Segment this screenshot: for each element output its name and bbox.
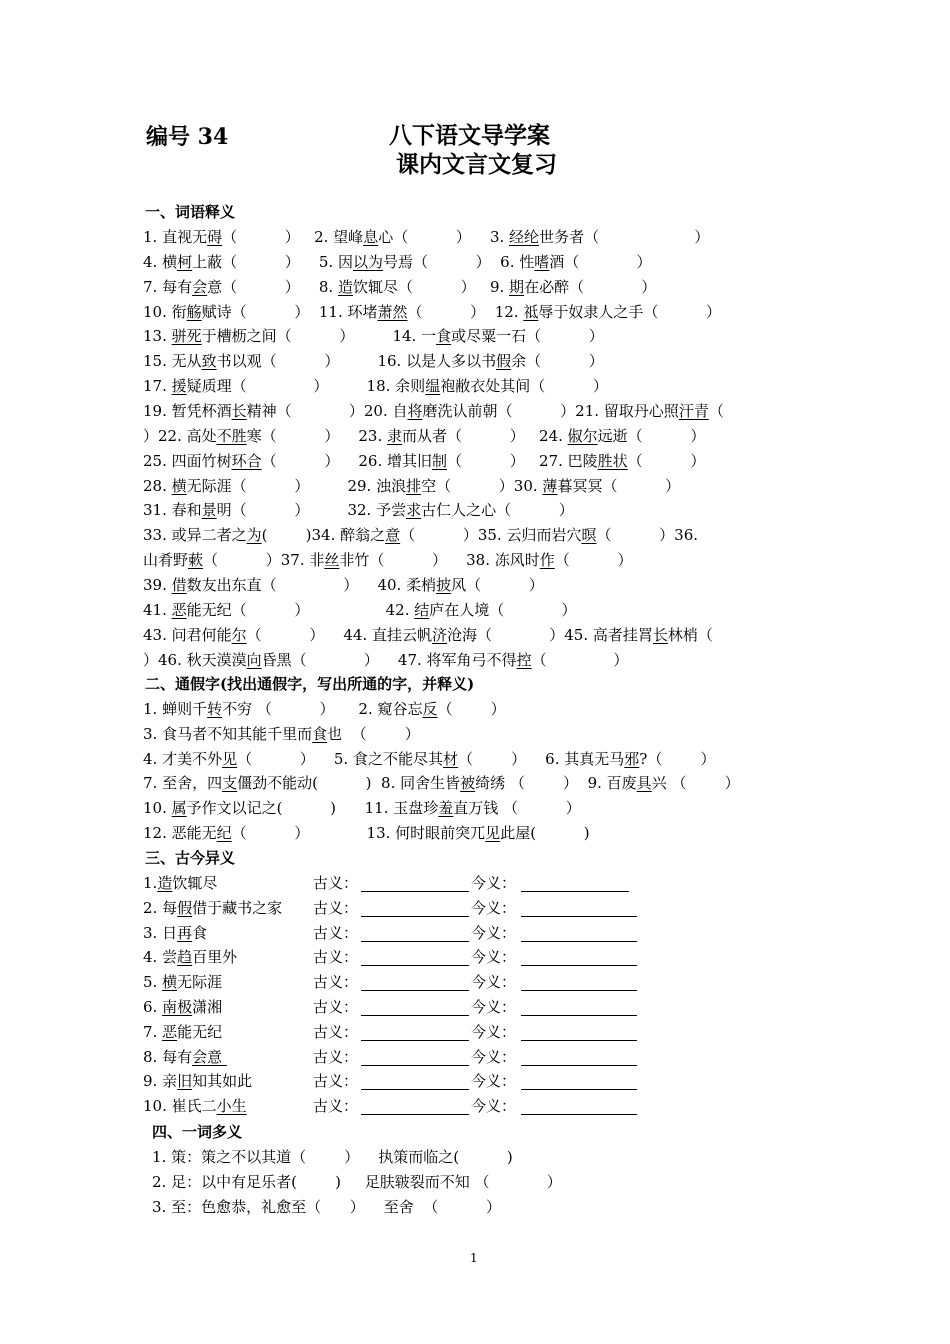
underlined-keyword: 转	[207, 700, 223, 718]
line-text: 数友出东直（ ） 40. 柔梢	[186, 576, 437, 594]
ancient-modern-item	[143, 1023, 222, 1041]
line-text: （ ）	[627, 452, 706, 470]
ancient-meaning-blank[interactable]	[361, 1040, 469, 1041]
interchangeable-line	[143, 799, 581, 817]
word-meaning-line	[143, 576, 544, 594]
word-meaning-line	[143, 526, 698, 544]
line-text: 古仁人之心（ ）	[421, 501, 574, 519]
underlined-keyword: 求	[406, 501, 422, 519]
line-text: 饮辄尽	[172, 874, 218, 892]
underlined-keyword: 济	[432, 626, 448, 644]
ancient-meaning-blank[interactable]	[361, 1065, 469, 1066]
line-text: 5.	[143, 973, 163, 991]
underlined-keyword: 恶	[162, 1023, 178, 1041]
line-text: 借于藏书之家	[192, 899, 283, 917]
line-text: 1. 蝉则千	[143, 700, 208, 718]
line-text: 13.	[143, 327, 172, 345]
line-text: 兴 （ ）	[651, 774, 740, 792]
underlined-keyword: 胜状	[597, 452, 628, 470]
line-text: 2. 足：以中有足乐者( ) 足肤皲裂而不知 （ ）	[152, 1173, 562, 1191]
line-text: 潇湘	[192, 998, 223, 1016]
underlined-keyword: 碍	[207, 228, 223, 246]
line-text: 书以观（ ） 16. 以是人多以书	[216, 352, 497, 370]
underlined-keyword: 见	[485, 824, 501, 842]
line-text: 12. 恶能无	[143, 824, 217, 842]
page-number: 1	[470, 1251, 478, 1265]
ancient-meaning-blank[interactable]	[361, 941, 469, 942]
underlined-keyword: 反	[422, 700, 438, 718]
underlined-keyword: 萧然	[377, 303, 408, 321]
underlined-keyword: 纪	[216, 824, 232, 842]
modern-meaning-blank[interactable]	[521, 891, 629, 892]
line-text: 能无纪（ ） 42.	[186, 601, 415, 619]
modern-meaning-label: 今义：	[471, 1072, 517, 1090]
ancient-modern-item	[143, 948, 237, 966]
underlined-keyword: 环合	[231, 452, 262, 470]
line-text: 空（ ）30.	[421, 477, 543, 495]
modern-meaning-blank[interactable]	[521, 1015, 637, 1016]
ancient-meaning-blank[interactable]	[361, 891, 469, 892]
line-text: 41.	[143, 601, 172, 619]
underlined-keyword: 假	[177, 899, 193, 917]
line-text: 33. 或异二者之	[143, 526, 247, 544]
word-meaning-line	[143, 228, 709, 246]
underlined-keyword: 长	[231, 402, 247, 420]
underlined-keyword: 意	[385, 526, 401, 544]
line-text: （ ）	[554, 551, 633, 569]
underlined-keyword: 横	[162, 973, 178, 991]
underlined-keyword: 会	[192, 278, 208, 296]
line-text: 也 （ ）	[327, 725, 420, 743]
underlined-keyword: 控	[516, 651, 532, 669]
line-text: 疑质理（ ） 18. 余则	[186, 377, 426, 395]
underlined-keyword: 造	[337, 278, 353, 296]
line-text: 非竹（ ） 38. 冻风时	[339, 551, 540, 569]
modern-meaning-label: 今义：	[471, 1097, 517, 1115]
underlined-keyword: 隶	[387, 427, 403, 445]
line-text: 15. 无从	[143, 352, 202, 370]
word-meaning-line	[143, 651, 628, 669]
underlined-keyword: 薄	[542, 477, 558, 495]
line-text: 31. 春和	[143, 501, 202, 519]
line-text: 10. 衔	[143, 303, 187, 321]
word-meaning-line	[143, 501, 574, 519]
underlined-keyword: 尔	[231, 626, 247, 644]
line-text: 8. 每有	[143, 1048, 193, 1066]
underlined-keyword: 汗青	[678, 402, 709, 420]
line-text: （ ）36.	[596, 526, 699, 544]
ancient-modern-item	[143, 1072, 252, 1090]
underlined-keyword: 丝	[324, 551, 340, 569]
word-meaning-line	[143, 452, 705, 470]
underlined-keyword: 结	[414, 601, 430, 619]
underlined-keyword: 材	[442, 750, 458, 768]
line-text: 沧海（ ）45. 高者挂罥	[447, 626, 653, 644]
underlined-keyword: 制	[432, 452, 448, 470]
line-text: 昏黑（ ） 47. 将军角弓不得	[261, 651, 517, 669]
line-text: 酒（ ）	[549, 253, 652, 271]
underlined-keyword: 小生	[216, 1097, 247, 1115]
underlined-keyword: 息	[363, 228, 379, 246]
interchangeable-line	[143, 774, 740, 792]
section-heading-polysemy: 四、一词多义	[152, 1123, 243, 1141]
line-text: 10.	[143, 799, 172, 817]
underlined-keyword: 食	[436, 327, 452, 345]
line-text: 意（ ） 8.	[207, 278, 338, 296]
line-text: 远逝（ ）	[597, 427, 706, 445]
line-text: 7. 至舍，四	[143, 774, 223, 792]
underlined-keyword: 蔌	[188, 551, 204, 569]
line-text: 庐在人境（ ）	[429, 601, 577, 619]
line-text: 39.	[143, 576, 172, 594]
word-meaning-line	[143, 352, 604, 370]
modern-meaning-label: 今义：	[471, 998, 517, 1016]
modern-meaning-blank[interactable]	[521, 941, 637, 942]
underlined-keyword: 觞	[186, 303, 202, 321]
modern-meaning-label: 今义：	[471, 973, 517, 991]
line-text: 明（ ） 32. 予尝	[216, 501, 407, 519]
underlined-keyword: 邪	[624, 750, 640, 768]
interchangeable-line	[143, 750, 715, 768]
section-heading-word-meaning: 一、词语释义	[145, 203, 236, 221]
ancient-meaning-label: 古义：	[313, 924, 359, 942]
line-text: 4. 横	[143, 253, 178, 271]
underlined-keyword: 缊	[425, 377, 441, 395]
ancient-meaning-blank[interactable]	[361, 965, 469, 966]
word-meaning-line	[143, 253, 652, 271]
document-number: 编号 34	[146, 124, 229, 150]
ancient-meaning-label: 古义：	[313, 899, 359, 917]
underlined-keyword: 被	[460, 774, 476, 792]
line-text: 9. 亲	[143, 1072, 178, 1090]
modern-meaning-blank[interactable]	[521, 965, 637, 966]
line-text: 绮绣 （ ） 9. 百废	[475, 774, 637, 792]
ancient-modern-item	[143, 899, 282, 917]
polysemy-line	[152, 1173, 562, 1191]
ancient-meaning-blank[interactable]	[361, 990, 469, 991]
line-text: 暮冥冥（ ）	[557, 477, 681, 495]
line-text: （ ） 5. 食之不能尽其	[237, 750, 443, 768]
line-text: ）22. 高处	[143, 427, 217, 445]
interchangeable-line	[143, 824, 590, 842]
word-meaning-line	[143, 427, 705, 445]
underlined-keyword: 披	[436, 576, 452, 594]
line-text: 林梢（	[667, 626, 713, 644]
line-text: 7.	[143, 1023, 163, 1041]
modern-meaning-label: 今义：	[471, 874, 517, 892]
line-text: 山肴野	[143, 551, 189, 569]
ancient-meaning-label: 古义：	[313, 973, 359, 991]
underlined-keyword: 骈死	[171, 327, 202, 345]
underlined-keyword: 援	[171, 377, 187, 395]
line-text: （	[708, 402, 724, 420]
line-text: （ ）	[437, 700, 506, 718]
ancient-meaning-label: 古义：	[313, 1048, 359, 1066]
ancient-meaning-label: 古义：	[313, 1072, 359, 1090]
ancient-modern-item	[143, 1048, 227, 1066]
modern-meaning-blank[interactable]	[521, 1089, 637, 1090]
line-text: ）46. 秋天漠漠	[143, 651, 247, 669]
word-meaning-line	[143, 377, 608, 395]
line-text: 6.	[143, 998, 163, 1016]
underlined-keyword: 再	[177, 924, 193, 942]
underlined-keyword: 恶	[171, 601, 187, 619]
line-text: 4. 才美不外	[143, 750, 223, 768]
line-text: 世务者（ ）	[539, 228, 710, 246]
ancient-meaning-label: 古义：	[313, 874, 359, 892]
modern-meaning-blank[interactable]	[521, 1040, 637, 1041]
line-text: 或尽粟一石（ ）	[451, 327, 604, 345]
line-text: 心（ ） 3.	[378, 228, 510, 246]
line-text: 饮辄尽（ ） 9.	[352, 278, 510, 296]
word-meaning-line	[143, 477, 680, 495]
section-heading-interchangeable-chars: 二、通假字(找出通假字，写出所通的字，并释义)	[145, 675, 475, 693]
line-text: （ ） 12.	[407, 303, 524, 321]
line-text: 7. 每有	[143, 278, 193, 296]
line-text: （ ） 2. 望峰	[222, 228, 364, 246]
ancient-modern-item	[143, 924, 207, 942]
line-text: 28.	[143, 477, 172, 495]
line-text: 3. 食马者不知其能千里而	[143, 725, 313, 743]
ancient-meaning-label: 古义：	[313, 998, 359, 1016]
line-text: 10. 崔氏二	[143, 1097, 217, 1115]
underlined-keyword: 趋	[177, 948, 193, 966]
line-text: 直万钱 （ ）	[453, 799, 581, 817]
polysemy-line	[152, 1148, 513, 1166]
line-text: （ ）37. 非	[203, 551, 325, 569]
line-text: 1. 直视无	[143, 228, 208, 246]
line-text: 在必醉（ ）	[524, 278, 657, 296]
line-text: 于槽枥之间（ ） 14. 一	[201, 327, 437, 345]
underlined-keyword: 以为	[352, 253, 383, 271]
underlined-keyword: 期	[509, 278, 525, 296]
underlined-keyword: 羞	[438, 799, 454, 817]
modern-meaning-blank[interactable]	[521, 1065, 637, 1066]
ancient-meaning-label: 古义：	[313, 948, 359, 966]
underlined-keyword: 俶尔	[567, 427, 598, 445]
line-text: 1.	[143, 874, 158, 892]
word-meaning-line	[143, 601, 576, 619]
underlined-keyword: 将	[407, 402, 423, 420]
underlined-keyword: 借	[171, 576, 187, 594]
word-meaning-line	[143, 402, 724, 420]
underlined-keyword: 具	[636, 774, 652, 792]
line-text: ( )34. 醉翁之	[261, 526, 386, 544]
line-text: 辱于奴隶人之手（ ）	[538, 303, 722, 321]
underlined-keyword: 经纶	[509, 228, 540, 246]
ancient-meaning-label: 古义：	[313, 1097, 359, 1115]
underlined-keyword: 旧	[177, 1072, 193, 1090]
modern-meaning-blank[interactable]	[521, 990, 637, 991]
underlined-keyword: 横	[171, 477, 187, 495]
line-text: 百里外	[192, 948, 238, 966]
line-text: 3. 至：色愈恭，礼愈至（ ） 至舍 （ ）	[152, 1198, 501, 1216]
underlined-keyword: 会意	[192, 1048, 227, 1066]
line-text: 无际涯（ ） 29. 浊浪	[186, 477, 407, 495]
underlined-keyword: 嗜	[534, 253, 550, 271]
line-text: 25. 四面竹树	[143, 452, 232, 470]
ancient-meaning-label: 古义：	[313, 1023, 359, 1041]
line-text: 19. 暂凭杯酒	[143, 402, 232, 420]
line-text: 而从者（ ） 24.	[402, 427, 568, 445]
word-meaning-line	[143, 303, 721, 321]
line-text: 风（ ）	[451, 576, 544, 594]
line-text: 食	[192, 924, 208, 942]
line-text: 袍敝衣处其间（ ）	[440, 377, 608, 395]
ancient-modern-item	[143, 1097, 247, 1115]
line-text: 寒（ ） 23.	[246, 427, 388, 445]
modern-meaning-label: 今义：	[471, 948, 517, 966]
underlined-keyword: 属	[171, 799, 187, 817]
line-text: 此屋( )	[500, 824, 590, 842]
line-text: （ ） 13. 何时眼前突兀	[231, 824, 486, 842]
modern-meaning-label: 今义：	[471, 1023, 517, 1041]
line-text: （ ） 44. 直挂云帆	[246, 626, 433, 644]
line-text: 上蔽（ ） 5. 因	[192, 253, 353, 271]
ancient-meaning-blank[interactable]	[361, 1015, 469, 1016]
ancient-meaning-blank[interactable]	[361, 1114, 469, 1115]
line-text: （ ） 26. 增其旧	[261, 452, 433, 470]
line-text: 余（ ）	[511, 352, 604, 370]
document-subtitle: 课内文言文复习	[396, 151, 557, 178]
underlined-keyword: 作	[539, 551, 555, 569]
underlined-keyword: 长	[652, 626, 668, 644]
line-text: 2. 每	[143, 899, 178, 917]
document-title: 八下语文导学案	[389, 122, 550, 149]
underlined-keyword: 祗	[523, 303, 539, 321]
interchangeable-line	[143, 725, 420, 743]
word-meaning-line	[143, 626, 713, 644]
line-text: 赋诗（ ） 11. 环堵	[201, 303, 378, 321]
underlined-keyword: 柯	[177, 253, 193, 271]
underlined-keyword: 食	[312, 725, 328, 743]
line-text: 1. 策：策之不以其道（ ） 执策而临之( )	[152, 1148, 513, 1166]
modern-meaning-blank[interactable]	[521, 916, 637, 917]
line-text: （ ） 27. 巴陵	[447, 452, 598, 470]
line-text: 不穷 （ ） 2. 窥谷忘	[222, 700, 423, 718]
underlined-keyword: 暝	[581, 526, 597, 544]
line-text: （ ）	[531, 651, 629, 669]
line-text: 号焉（ ） 6. 性	[382, 253, 535, 271]
line-text: 知其如此	[192, 1072, 253, 1090]
underlined-keyword: 为	[246, 526, 262, 544]
ancient-meaning-blank[interactable]	[361, 916, 469, 917]
line-text: 4. 尝	[143, 948, 178, 966]
ancient-meaning-blank[interactable]	[361, 1089, 469, 1090]
underlined-keyword: 致	[201, 352, 217, 370]
line-text: 17.	[143, 377, 172, 395]
line-text: 3. 日	[143, 924, 178, 942]
ancient-modern-item	[143, 874, 217, 892]
interchangeable-line	[143, 700, 506, 718]
polysemy-line	[152, 1198, 501, 1216]
underlined-keyword: 见	[222, 750, 238, 768]
line-text: 能无纪	[177, 1023, 223, 1041]
underlined-keyword: 支	[222, 774, 238, 792]
underlined-keyword: 不胜	[216, 427, 247, 445]
underlined-keyword: 南极	[162, 998, 193, 1016]
line-text: 僵劲不能动( ) 8. 同舍生皆	[237, 774, 461, 792]
line-text: 磨洗认前朝（ ）21. 留取丹心照	[422, 402, 679, 420]
modern-meaning-label: 今义：	[471, 924, 517, 942]
modern-meaning-label: 今义：	[471, 1048, 517, 1066]
line-text: 精神（ ）20. 自	[246, 402, 408, 420]
line-text: （ ） 6. 其真无马	[457, 750, 625, 768]
underlined-keyword: 假	[496, 352, 512, 370]
modern-meaning-label: 今义：	[471, 899, 517, 917]
line-text: 无际涯	[177, 973, 223, 991]
word-meaning-line	[143, 327, 604, 345]
line-text: 予作文以记之( ) 11. 玉盘珍	[186, 799, 439, 817]
line-text: 43. 问君何能	[143, 626, 232, 644]
section-heading-ancient-modern-meaning: 三、古今异义	[145, 849, 236, 867]
modern-meaning-blank[interactable]	[521, 1114, 637, 1115]
underlined-keyword: 向	[246, 651, 262, 669]
line-text: ?（ ）	[639, 750, 716, 768]
underlined-keyword: 造	[157, 874, 173, 892]
underlined-keyword: 排	[406, 477, 422, 495]
line-text: （ ）35. 云归而岩穴	[400, 526, 582, 544]
word-meaning-line	[143, 551, 632, 569]
ancient-modern-item	[143, 973, 222, 991]
underlined-keyword: 景	[201, 501, 217, 519]
ancient-modern-item	[143, 998, 222, 1016]
word-meaning-line	[143, 278, 656, 296]
